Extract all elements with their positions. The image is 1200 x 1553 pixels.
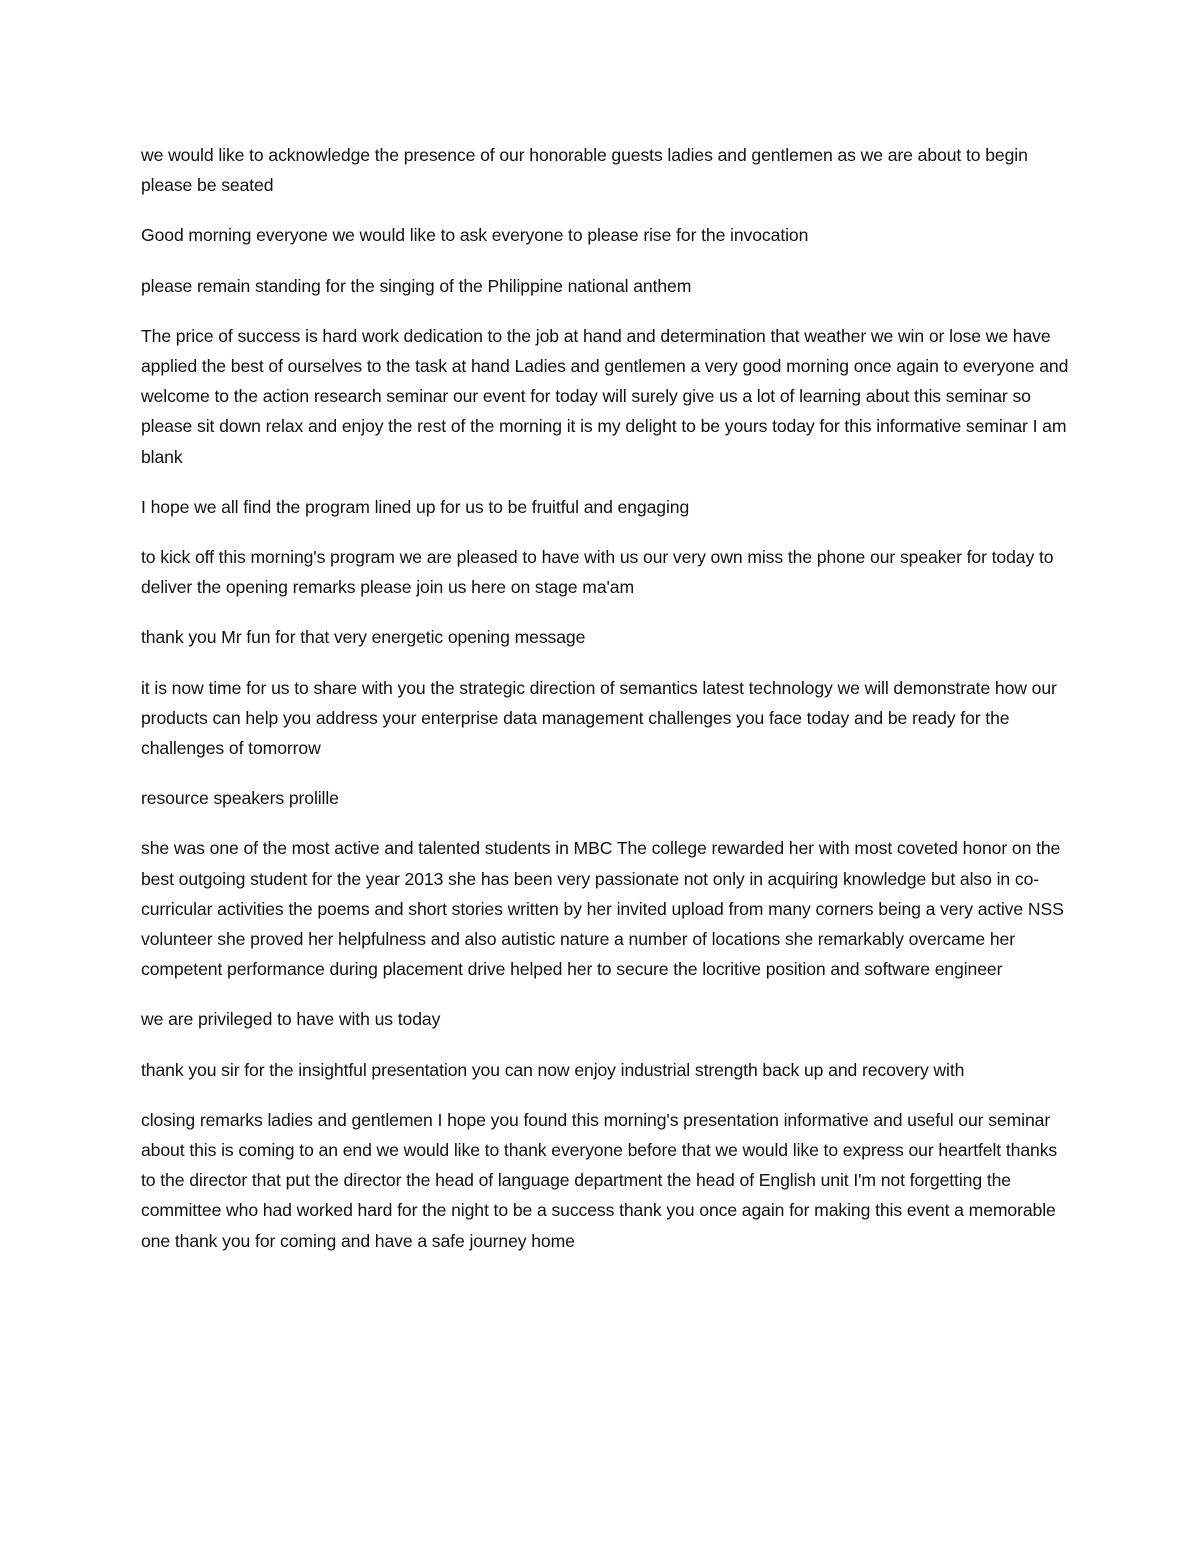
paragraph-welcome: The price of success is hard work dedication to the job at hand and determination that weather we win or lose we have applied the best of ourselves to the task at hand Ladies and gentlemen a very good morning once again to everyone and welcome to the action research seminar our event for today will surely give us a lot of learning about this seminar so please sit down relax and enjoy the rest of the morning it is my delight to be yours today for this informative seminar I am blank <box>141 325 1069 467</box>
paragraph-thank-opening: thank you Mr fun for that very energetic opening message <box>141 627 586 648</box>
paragraph-closing-remarks: closing remarks ladies and gentlemen I hope you found this morning's presentation informative and useful our seminar about this is coming to an end we would like to thank everyone before that we would like to express our heartfelt thanks to the director that put the director the head of language department the head of English unit I'm not forgetting the committee who had worked hard for the night to be a success thank you once again for making this event a memorable one thank you for coming and have a safe journey home <box>141 1109 1058 1251</box>
paragraph-opening-remarks: to kick off this morning's program we are pleased to have with us our very own miss the phone our speaker for today to deliver the opening remarks please join us here on stage ma'am <box>141 547 1054 598</box>
paragraph-program-hope: I hope we all find the program lined up for us to be fruitful and engaging <box>141 496 690 517</box>
paragraph-speaker-profile-heading: resource speakers prolille <box>141 788 339 809</box>
document-body <box>141 140 1069 1276</box>
paragraph-thank-presentation: thank you sir for the insightful presentation you can now enjoy industrial strength back up and recovery with <box>141 1059 965 1080</box>
paragraph-invocation: Good morning everyone we would like to ask everyone to please rise for the invocation <box>141 225 809 246</box>
paragraph-acknowledgement: we would like to acknowledge the presence of our honorable guests ladies and gentlemen as we are about to begin please be seated <box>141 145 1028 196</box>
paragraph-speaker-profile: she was one of the most active and talented students in MBC The college rewarded her with most coveted honor on the best outgoing student for the year 2013 she has been very passionate not only in acquiring knowledge but also in co-curricular activities the poems and short stories written by her invited upload from many corners being a very active NSS volunteer she proved her helpfulness and also autistic nature a number of locations she remarkably overcame her competent performance during placement drive helped her to secure the locritive position and software engineer <box>141 838 1064 980</box>
paragraph-privileged: we are privileged to have with us today <box>141 1009 441 1030</box>
paragraph-national-anthem: please remain standing for the singing of the Philippine national anthem <box>141 275 692 296</box>
paragraph-strategic-direction: it is now time for us to share with you the strategic direction of semantics latest technology we will demonstrate how our products can help you address your enterprise data management challenges you face today and be ready for the challenges of tomorrow <box>141 677 1057 759</box>
